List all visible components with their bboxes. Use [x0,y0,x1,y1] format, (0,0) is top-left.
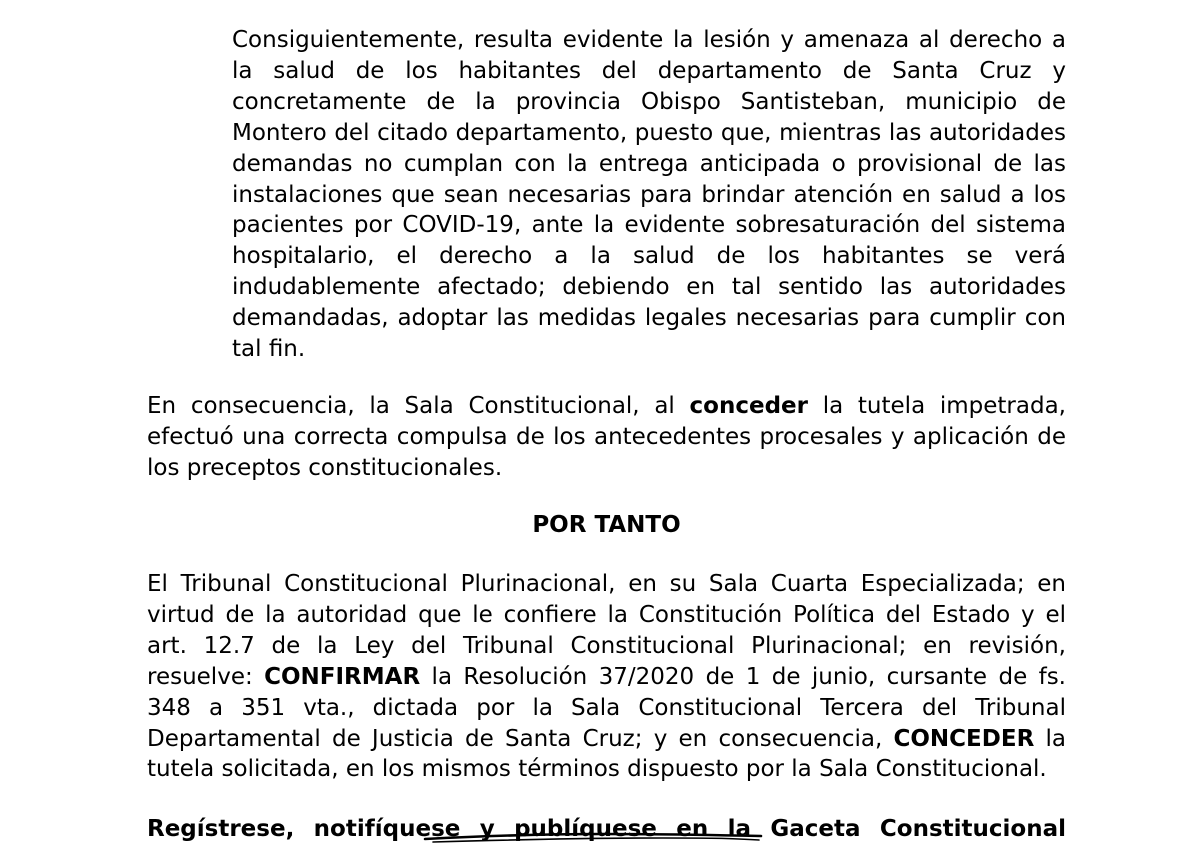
p2-bold-confirmar: CONFIRMAR [264,663,421,690]
paragraph-resolution [147,569,1066,785]
p2-bold-conceder: CONCEDER [893,725,1035,752]
paragraph-consecuencia [147,391,1066,484]
p2-text-middle: la Resolución 37/2020 de 1 de junio, cursante de fs. 348 a 351 vta., dictada por la Sala Constitucional Tercera del Tribunal Departamental de Justicia de Santa Cruz; y en consecuencia, [147,663,1066,752]
handwritten-strike-mark [423,828,763,848]
section-heading: POR TANTO [532,512,681,538]
quoted-paragraph: Consiguientemente, resulta evidente la lesión y amenaza al derecho a la salud de los habitantes del departamento de Santa Cruz y concretamente de la provincia Obispo Santisteban, municipio de Montero del citado departamento, puesto que, mientras las autoridades demandas no cumplan con la entrega anticipada o provisional de las instalaciones que sean necesarias para brindar atención en salud a los pacientes por COVID-19, ante la evidente sobresaturación del sistema hospitalario, el derecho a la salud de los habitantes se verá indudablemente afectado; debiendo en tal sentido las autoridades demandadas, adoptar las medidas legales necesarias para cumplir con tal fin. [232,27,1066,363]
p2-text-start: El Tribunal Constitucional Plurinacional, en su Sala Cuarta Especializada; en virtud de la autoridad que le confiere la Constitución Política del Estado y el art. 12.7 de la Ley del Tribunal Constitucional Plurinacional; en revisión, resuelve: [147,571,1066,690]
p2-text-end: la tutela solicitada, en los mismos términos dispuesto por la Sala Constitucional. [147,725,1066,783]
p1-text-start: En consecuencia, la Sala Constitucional, al [147,393,690,419]
p1-bold-conceder: conceder [689,393,808,419]
paragraph-registrese: Regístrese, notifíquese y publíquese en la Gaceta Constitucional [147,816,1066,842]
p1-text-end: la tutela impetrada, efectuó una correcta compulsa de los antecedentes procesales y aplicación de los preceptos constitucionales. [147,393,1066,481]
